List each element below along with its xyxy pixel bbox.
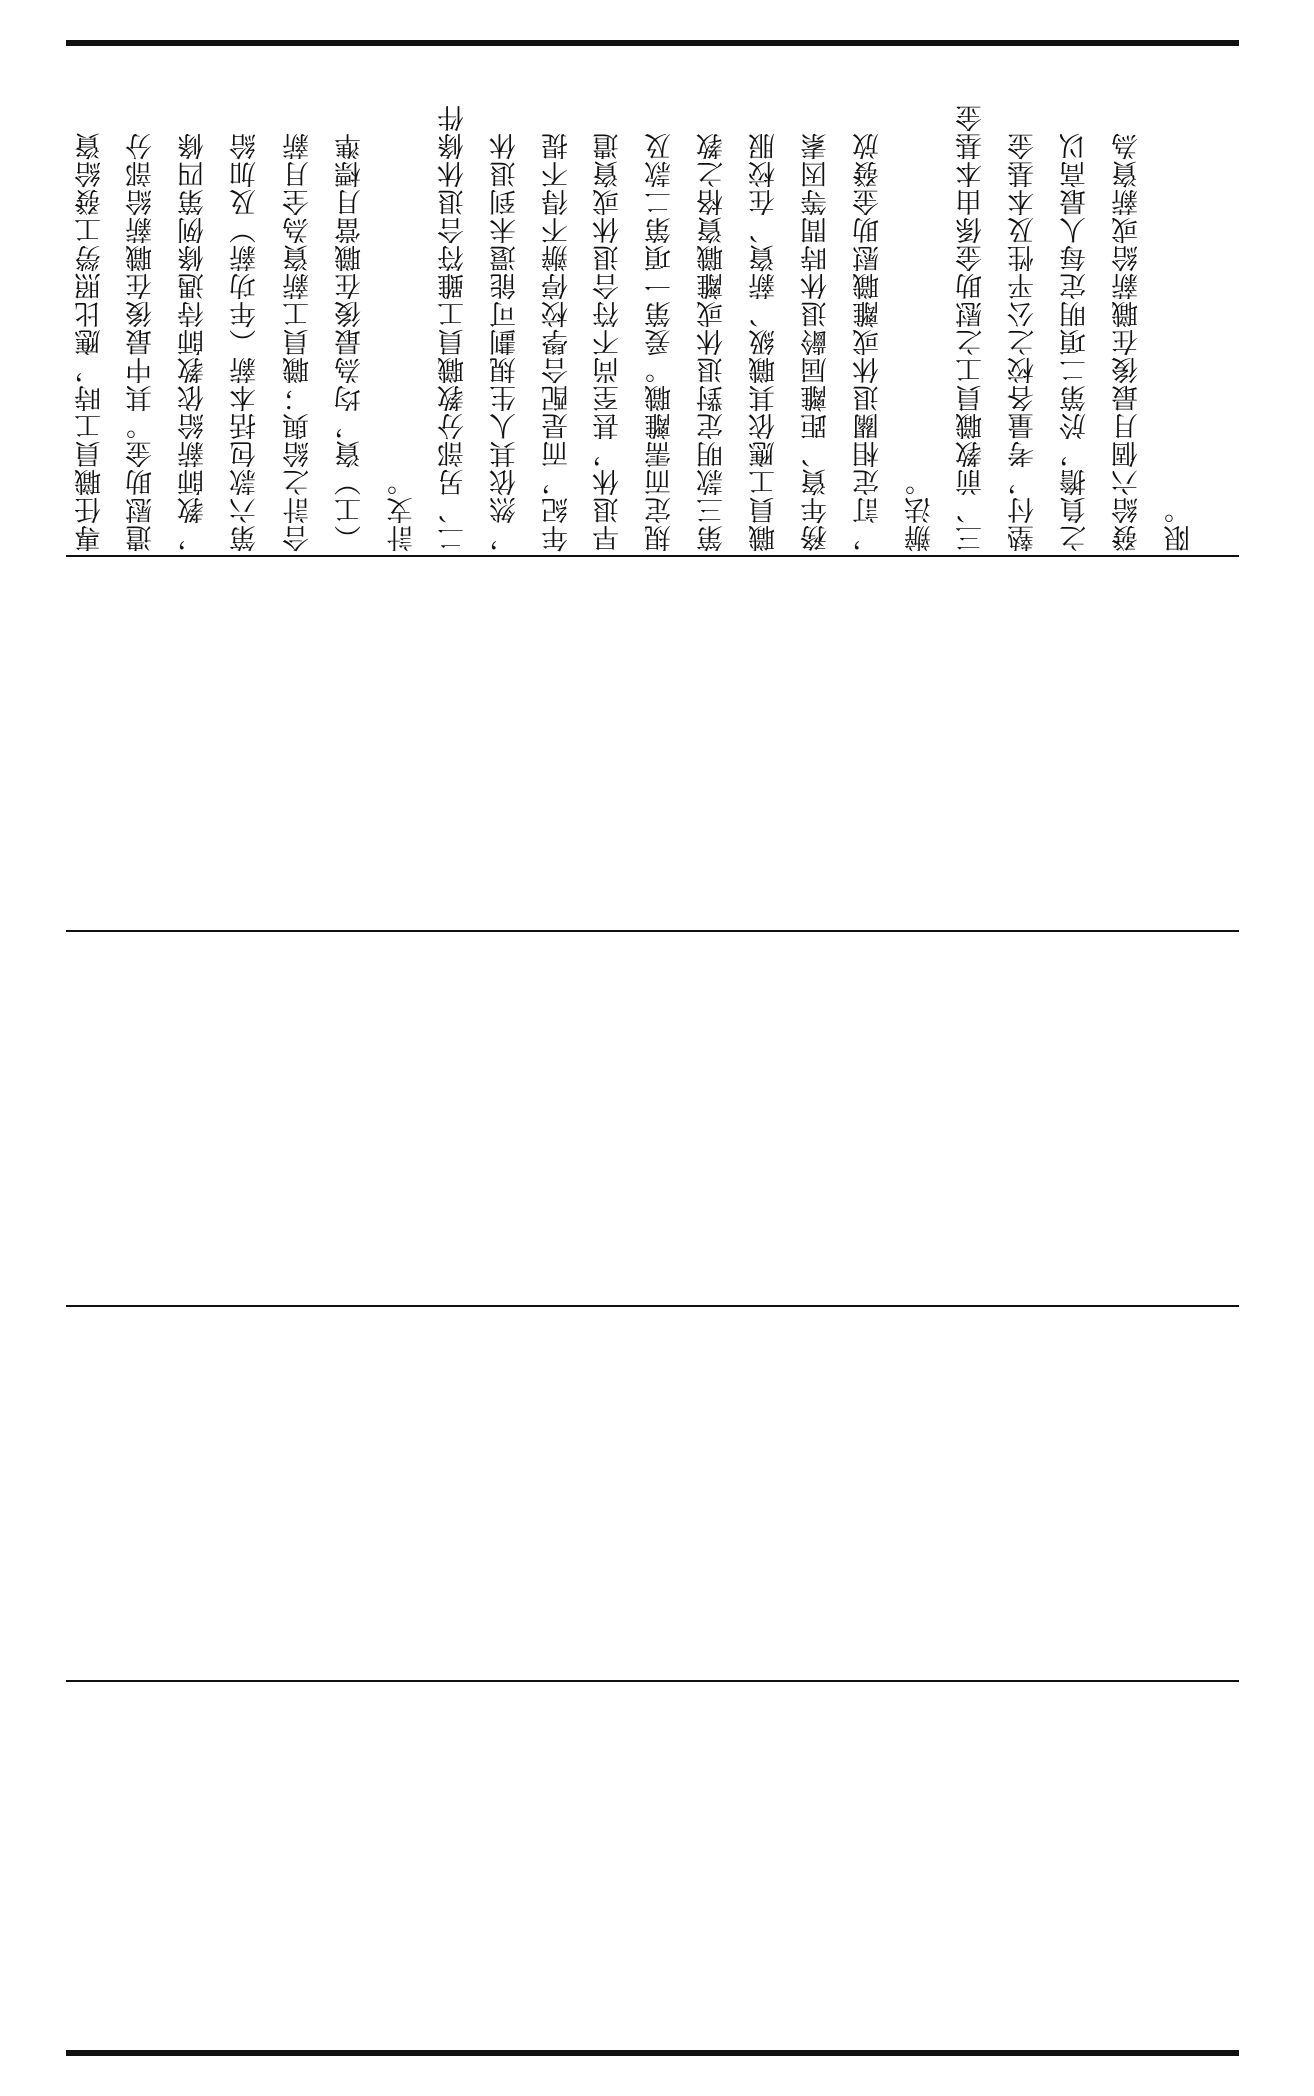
text-column: 辦法。 <box>905 468 936 552</box>
row-divider <box>66 1680 1239 1682</box>
text-column: ，教師薪給依教師待遇條例第四條 <box>178 132 209 552</box>
explanation-cell <box>66 52 1239 552</box>
text-column: ，訂定相關退休或離職慰助金發放 <box>853 132 884 552</box>
text-column: 規定而需離職。爰第一項第二款及 <box>645 132 676 552</box>
text-column: 三、前教職員工之慰助金係由本基金 <box>956 104 987 552</box>
text-column: 合計之給與；職員工薪資為全月薪 <box>283 132 314 552</box>
text-column: 職員工應依其職級、薪資、在校服 <box>749 132 780 552</box>
text-column: ，然依其人生規劃可能還未到退休 <box>490 132 521 552</box>
text-column: 年紀，而是配合學校停辦不得不提 <box>542 132 573 552</box>
text-column: 早退休，甚至尚不符合退休或資遣 <box>593 132 624 552</box>
bottom-border <box>66 2050 1239 2056</box>
text-column: 墊付，考量各校之公平性及本基金 <box>1008 132 1039 552</box>
row-divider <box>66 930 1239 932</box>
text-column: 之負擔，於第二項明定每人最高以 <box>1060 132 1091 552</box>
text-column: 計支。 <box>387 468 418 552</box>
text-column: 務年資、距離屆齡退休時間等因素 <box>801 132 832 552</box>
text-column: （工）資，均為最後在職當月標準 <box>335 132 366 552</box>
text-column: 遣慰助金。其中最後在職薪給部分 <box>126 132 157 552</box>
text-column: 第三款明定對退休或離職資格之教 <box>697 132 728 552</box>
row-divider <box>66 1305 1239 1307</box>
row-divider <box>66 555 1239 557</box>
text-column: 第六款包括本薪（年功薪）及加給 <box>230 132 261 552</box>
text-column: 專任職員工時，應比照勞工發給資 <box>75 132 106 552</box>
text-column: 發給六個月最後在職薪給或薪資為 <box>1112 132 1143 552</box>
text-column: 限。 <box>1164 496 1195 552</box>
top-border <box>66 40 1239 46</box>
text-column: 二、另部分教職員工雖符合退休條件 <box>438 104 469 552</box>
